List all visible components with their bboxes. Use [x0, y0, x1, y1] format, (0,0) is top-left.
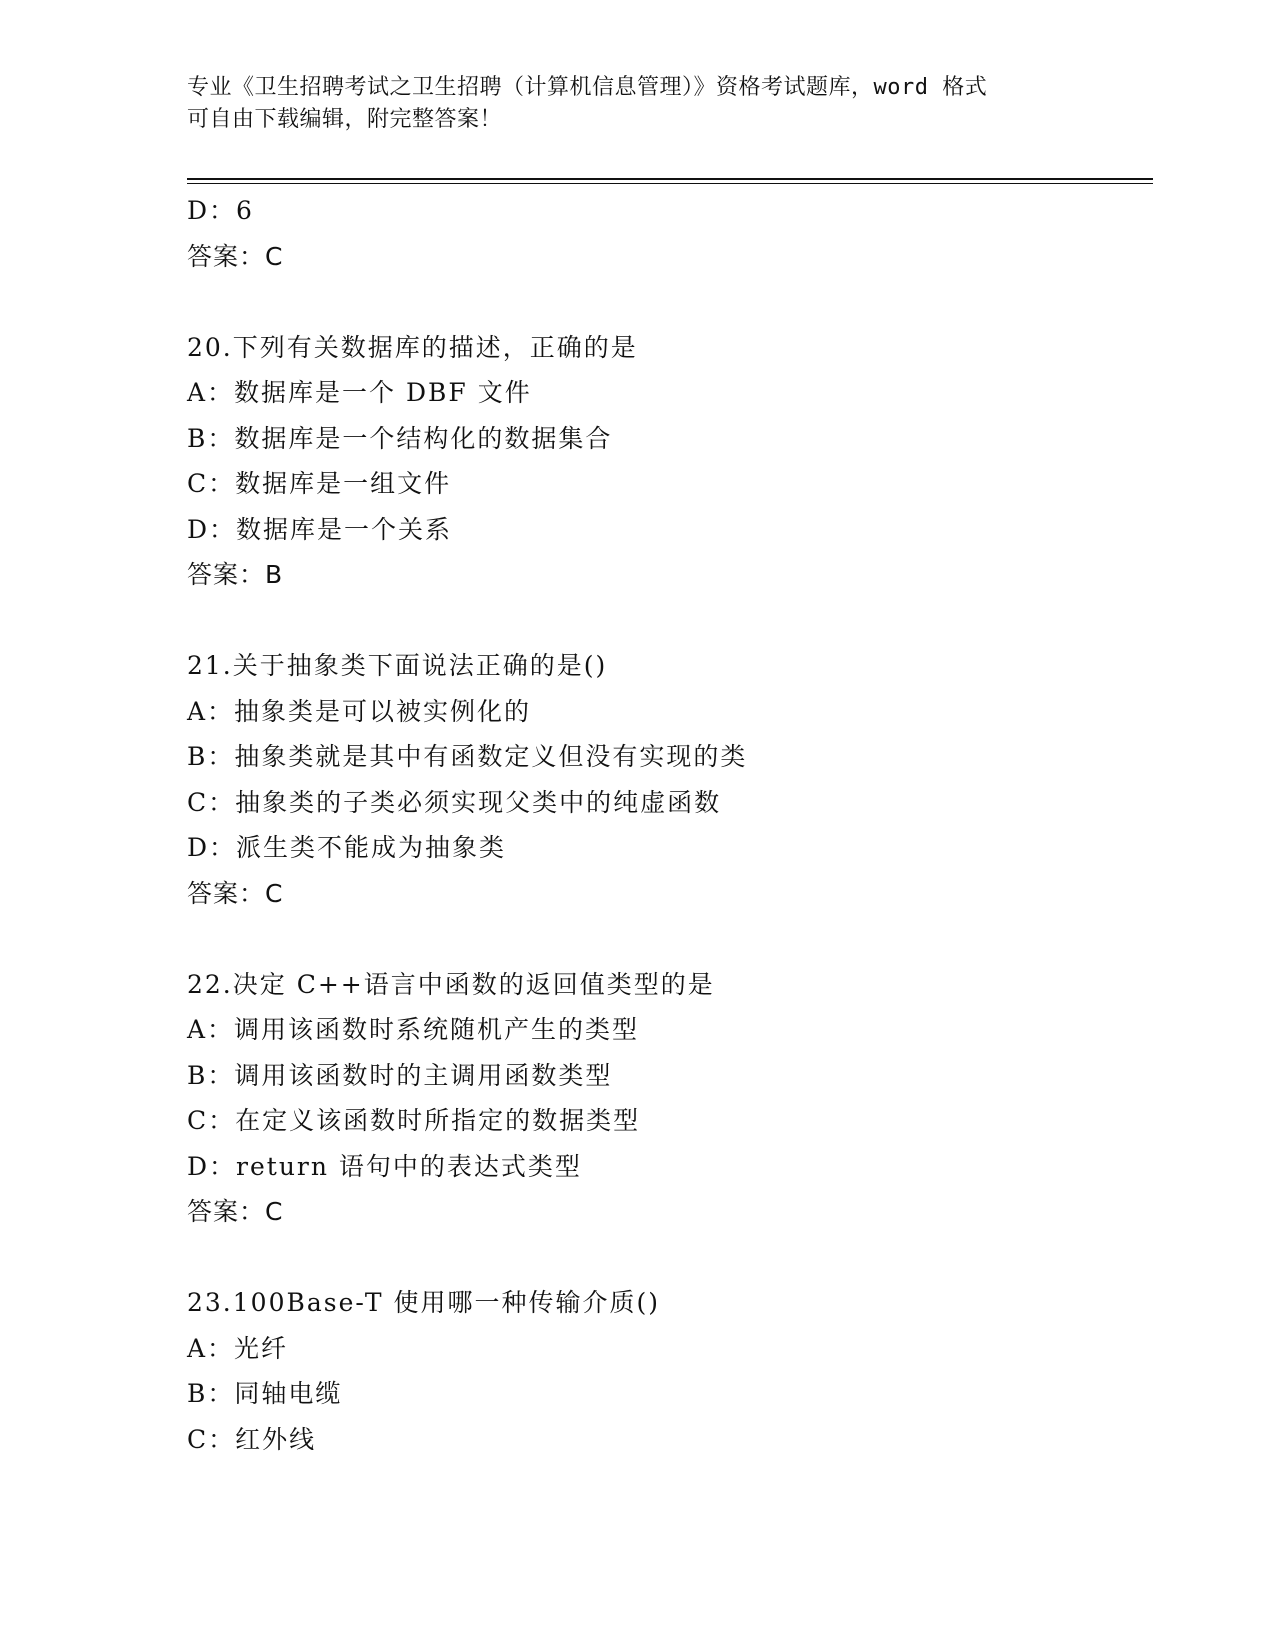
document-header [187, 72, 1087, 136]
spacer [187, 916, 1153, 962]
option-d: D：return 语句中的表达式类型 [187, 1151, 582, 1181]
answer: 答案：C [187, 1197, 284, 1226]
option-b: B：数据库是一个结构化的数据集合 [187, 423, 613, 453]
question-20 [187, 325, 1153, 644]
option-a: A：光纤 [187, 1333, 289, 1363]
option-b: B：抽象类就是其中有函数定义但没有实现的类 [187, 742, 748, 771]
option-a: A：调用该函数时系统随机产生的类型 [187, 1015, 640, 1044]
answer: 答案：B [187, 560, 284, 589]
question-23 [187, 1280, 1153, 1462]
option-b: B：调用该函数时的主调用函数类型 [187, 1060, 613, 1090]
option-c: C：在定义该函数时所指定的数据类型 [187, 1106, 641, 1135]
question-stem: 21.关于抽象类下面说法正确的是() [187, 651, 608, 680]
option-b: B：同轴电缆 [187, 1379, 343, 1408]
header-subtitle-line: 可自由下载编辑，附完整答案！ [187, 107, 503, 132]
previous-option-d: D：6 [187, 196, 254, 225]
question-stem: 22.决定 C++语言中函数的返回值类型的是 [187, 969, 715, 999]
question-21 [187, 643, 1153, 962]
option-c: C：红外线 [187, 1424, 317, 1454]
option-a: A：抽象类是可以被实例化的 [187, 696, 532, 726]
question-list [187, 188, 1153, 1462]
spacer [187, 598, 1153, 644]
header-divider-thin [187, 183, 1153, 184]
previous-answer: 答案：C [187, 241, 284, 271]
option-d: D：数据库是一个关系 [187, 514, 453, 544]
question-22 [187, 962, 1153, 1281]
option-a: A：数据库是一个 DBF 文件 [187, 378, 532, 407]
option-c: C：数据库是一组文件 [187, 469, 452, 498]
question-stem: 20.下列有关数据库的描述，正确的是 [187, 332, 638, 362]
question-stem: 23.100Base-T 使用哪一种传输介质() [187, 1288, 661, 1317]
spacer [187, 279, 1153, 325]
header-divider-thick [187, 178, 1153, 180]
header-title-line: 专业《卫生招聘考试之卫生招聘（计算机信息管理）》资格考试题库，word 格式 [187, 75, 988, 100]
option-d: D：派生类不能成为抽象类 [187, 833, 507, 862]
spacer [187, 1235, 1153, 1281]
answer: 答案：C [187, 878, 284, 908]
option-c: C：抽象类的子类必须实现父类中的纯虚函数 [187, 787, 722, 817]
